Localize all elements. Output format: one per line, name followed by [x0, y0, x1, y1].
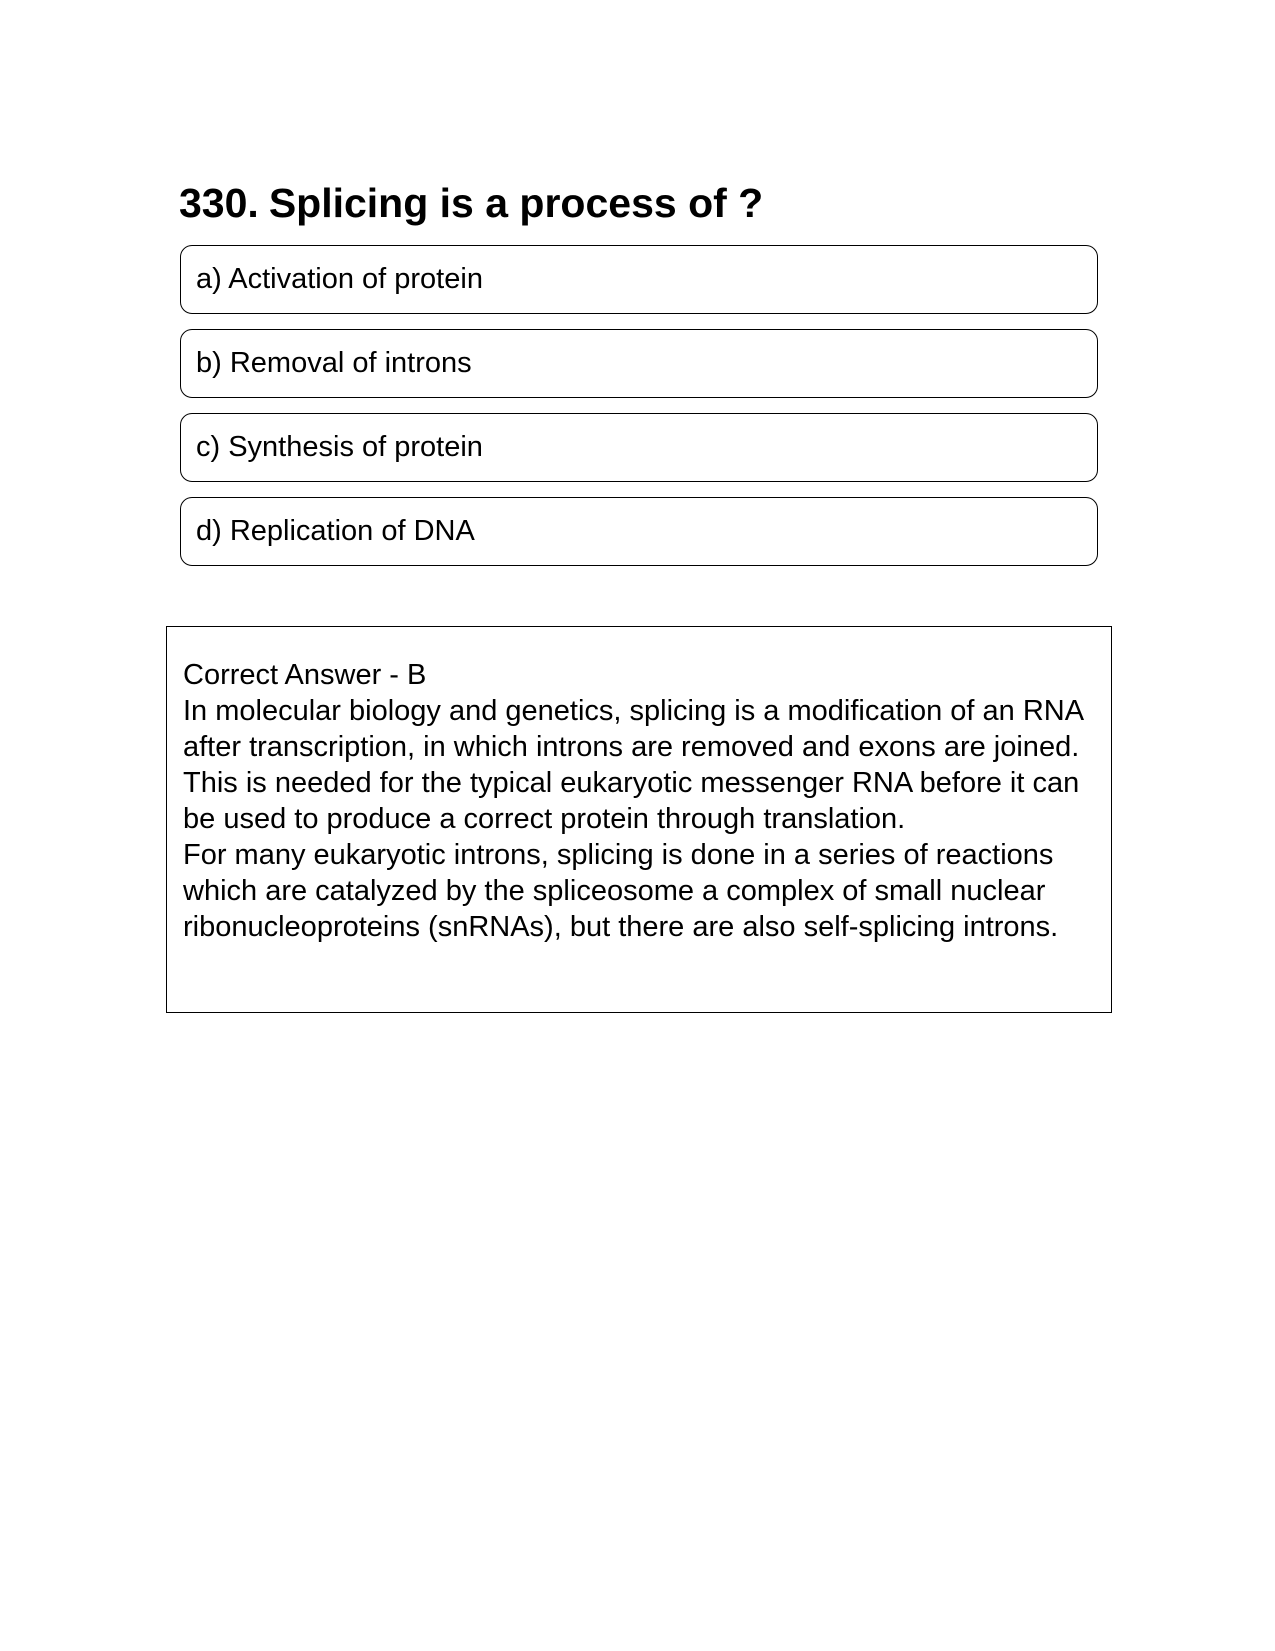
option-a[interactable]: a) Activation of protein [180, 245, 1098, 314]
answer-explanation-box [166, 626, 1112, 1013]
options-list [180, 245, 1098, 581]
correct-answer-label: Correct Answer - B [183, 659, 427, 691]
question-number: 330. [179, 180, 259, 226]
option-d[interactable]: d) Replication of DNA [180, 497, 1098, 566]
question-heading [179, 178, 763, 228]
option-b[interactable]: b) Removal of introns [180, 329, 1098, 398]
explanation-paragraph: This is needed for the typical eukaryotic messenger RNA before it can be used to produce a correct protein through translation. [183, 767, 1080, 835]
question-text: Splicing is a process of ? [268, 180, 764, 226]
explanation-paragraph: In molecular biology and genetics, splicing is a modification of an RNA after transcription, in which introns are removed and exons are joined. [183, 695, 1083, 763]
explanation-paragraph: For many eukaryotic introns, splicing is done in a series of reactions which are catalyzed by the spliceosome a complex of small nuclear ribonucleoproteins (snRNAs), but there are also self-splicing introns. [183, 839, 1059, 943]
option-c[interactable]: c) Synthesis of protein [180, 413, 1098, 482]
